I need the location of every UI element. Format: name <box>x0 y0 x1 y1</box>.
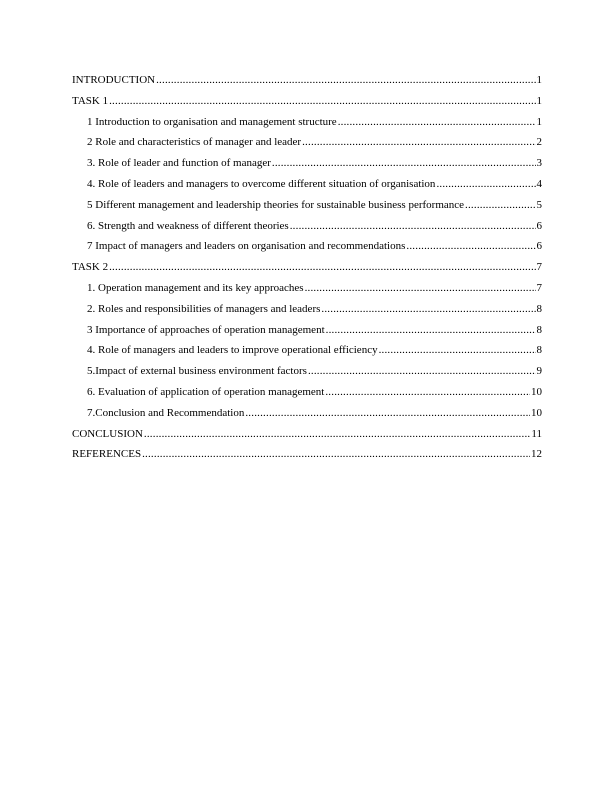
toc-page-number: 8 <box>536 302 542 315</box>
toc-entry-task1-section-5[interactable] <box>72 195 542 216</box>
toc-page-number: 6 <box>536 240 542 253</box>
toc-dot-leader <box>272 153 536 174</box>
toc-entry-task1-section-4[interactable] <box>72 174 542 195</box>
toc-dot-leader <box>290 216 536 237</box>
toc-entry-task1-section-2[interactable] <box>72 132 542 153</box>
toc-page-number: 6 <box>536 219 542 232</box>
toc-entry-task2-section-3[interactable] <box>72 320 542 341</box>
toc-entry-references[interactable] <box>72 444 542 465</box>
toc-page-number: 10 <box>531 406 542 419</box>
toc-entry-title: REFERENCES <box>72 448 142 461</box>
toc-dot-leader <box>436 174 535 195</box>
toc-entry-title: 1. Operation management and its key approaches <box>87 281 304 294</box>
toc-page-number: 10 <box>531 385 542 398</box>
toc-entry-task1-section-6[interactable] <box>72 216 542 237</box>
toc-dot-leader <box>321 299 535 320</box>
toc-page-number: 12 <box>531 448 542 461</box>
toc-entry-title: 3. Role of leader and function of manager <box>87 157 271 170</box>
toc-entry-title: TASK 1 <box>72 94 109 107</box>
toc-entry-title: 3 Importance of approaches of operation management <box>87 323 325 336</box>
toc-page-number: 5 <box>536 198 542 211</box>
toc-dot-leader <box>379 340 536 361</box>
toc-entry-title: 2. Roles and responsibilities of managers and leaders <box>87 302 321 315</box>
toc-entry-title: 2 Role and characteristics of manager and leader <box>87 136 302 149</box>
toc-entry-task-2[interactable] <box>72 257 542 278</box>
toc-page-number: 7 <box>536 281 542 294</box>
toc-dot-leader <box>109 257 535 278</box>
toc-dot-leader <box>338 112 536 133</box>
toc-entry-title: 6. Strength and weakness of different theories <box>87 219 289 232</box>
toc-page-number: 8 <box>536 344 542 357</box>
toc-dot-leader <box>144 424 531 445</box>
toc-page-number: 4 <box>536 177 542 190</box>
toc-dot-leader <box>245 403 530 424</box>
toc-page-number: 3 <box>536 157 542 170</box>
toc-dot-leader <box>142 444 530 465</box>
toc-entry-title: 5 Different management and leadership theories for sustainable business performance <box>87 198 465 211</box>
toc-entry-title: 4. Role of managers and leaders to improve operational efficiency <box>87 344 378 357</box>
toc-dot-leader <box>305 278 536 299</box>
toc-entry-task2-section-2[interactable] <box>72 299 542 320</box>
toc-entry-task2-section-5[interactable] <box>72 361 542 382</box>
toc-entry-introduction[interactable] <box>72 70 542 91</box>
toc-dot-leader <box>465 195 535 216</box>
toc-entry-task2-section-4[interactable] <box>72 340 542 361</box>
toc-page-number: 1 <box>536 74 542 86</box>
toc-dot-leader <box>406 236 535 257</box>
toc-dot-leader <box>109 91 535 112</box>
toc-dot-leader <box>308 361 536 382</box>
toc-entry-title: 5.Impact of external business environment factors <box>87 365 307 378</box>
toc-entry-title: 7 Impact of managers and leaders on organisation and recommendations <box>87 240 406 253</box>
toc-page-number: 1 <box>536 94 542 107</box>
toc-entry-conclusion[interactable] <box>72 424 542 445</box>
toc-entry-title: CONCLUSION <box>72 427 143 440</box>
toc-page-number: 8 <box>536 323 542 336</box>
toc-entry-title: TASK 2 <box>72 261 109 274</box>
toc-page-number: 9 <box>536 365 542 378</box>
toc-entry-title: 7.Conclusion and Recommendation <box>87 406 245 419</box>
table-of-contents <box>72 70 542 465</box>
toc-dot-leader <box>325 382 530 403</box>
toc-dot-leader <box>302 132 535 153</box>
toc-dot-leader <box>156 70 535 91</box>
toc-entry-title: 4. Role of leaders and managers to overcome different situation of organisation <box>87 177 436 190</box>
toc-page-number: 2 <box>536 136 542 149</box>
toc-entry-task2-section-6[interactable] <box>72 382 542 403</box>
toc-entry-task1-section-7[interactable] <box>72 236 542 257</box>
toc-page-number: 7 <box>536 261 542 274</box>
toc-entry-task2-section-7[interactable] <box>72 403 542 424</box>
toc-entry-task2-section-1[interactable] <box>72 278 542 299</box>
toc-dot-leader <box>326 320 536 341</box>
toc-entry-task1-section-3[interactable] <box>72 153 542 174</box>
toc-entry-title: 1 Introduction to organisation and management structure <box>87 115 337 128</box>
toc-entry-title: 6. Evaluation of application of operation management <box>87 385 325 398</box>
toc-entry-title: INTRODUCTION <box>72 74 156 86</box>
toc-page-number: 11 <box>531 427 542 440</box>
toc-entry-task-1[interactable] <box>72 91 542 112</box>
toc-entry-task1-section-1[interactable] <box>72 112 542 133</box>
toc-page-number: 1 <box>536 115 542 128</box>
